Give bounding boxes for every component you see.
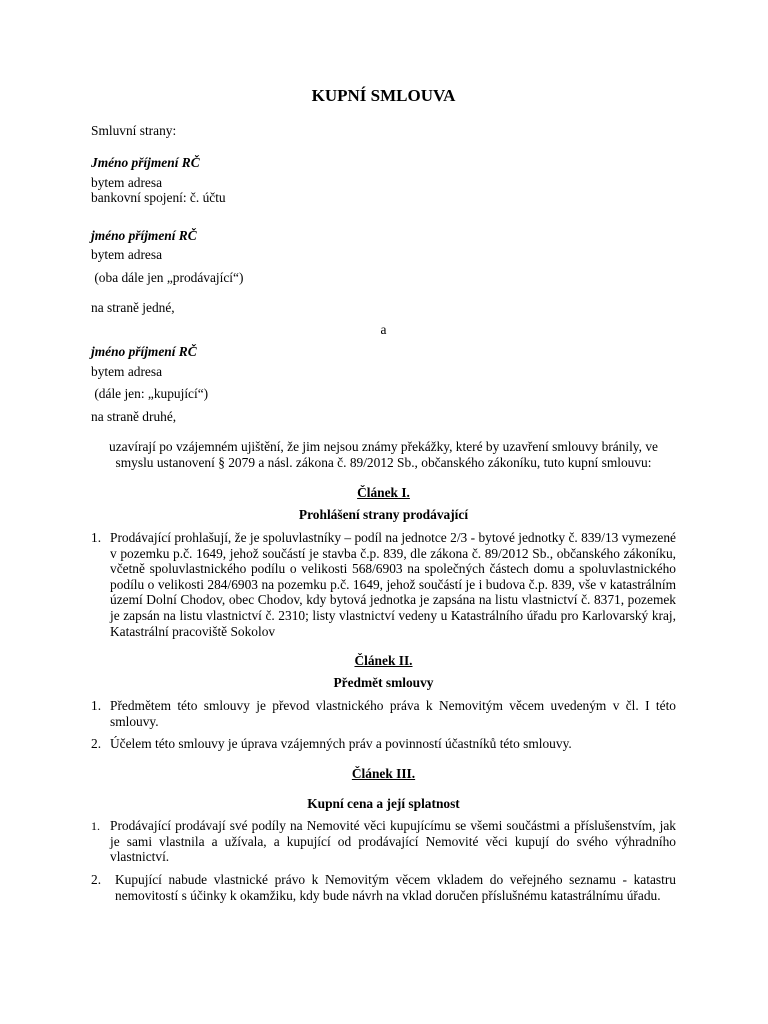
seller1-bank: bankovní spojení: č. účtu [91,190,226,205]
item-text: Předmětem této smlouvy je převod vlastnického práva k Nemovitým věcem uvedeným v čl. I této smlouvy. [110,698,676,729]
parties-label: Smluvní strany: [91,123,177,138]
item-number: 1. [91,819,100,833]
item-text: Kupující nabude vlastnické právo k Nemovitým věcem vkladem do veřejného seznamu - katastru nemovitostí s účinky k okamžiku, kdy bude návrh na vklad doručen příslušnému katastrálnímu úřadu. [115,872,676,903]
intro-paragraph: uzavírají po vzájemném ujištění, že jim nejsou známy překážky, které by uzavření smlouvy bránily, ve smyslu ustanovení § 2079 a násl. zákona č. 89/2012 Sb., občanského zákoníku, tuto kupní smlouvu: [109,439,658,470]
buyer-address: bytem adresa [91,364,163,379]
article-3-item [91,818,676,865]
item-text: Prodávající prohlašují, že je spoluvlastníky – podíl na jednotce 2/3 - bytové jednotky č. 839/13 vymezené v pozemku p.č. 1649, jehož součástí je stavba č.p. 839, dle zákona č. 89/2012 Sb., občanského zákoníku, včetně spoluvlastnického podílu o velikosti 568/6903 na společných částech domu a spoluvlastnického podílu o velikosti 284/6903 na pozemku p.č. 1649, jehož součástí je i budova č.p. 839, vše v katastrálním území Dolní Chodov, obec Chodov, kdy bytová jednotka je zapsána na listu vlastnictví č. 8371, pozemek je zapsán na listu vlastnictví č. 2310; listy vlastnictví vedeny u Katastrálního úřadu pro Karlovarský kraj, Katastrální pracoviště Sokolov [110,530,676,639]
article-2-heading: Předmět smlouvy [333,675,434,690]
document-title: KUPNÍ SMLOUVA [311,86,456,105]
side-one-label: na straně jedné, [91,300,175,315]
article-1-item [91,530,676,639]
article-3-number: Článek III. [351,766,416,781]
article-2-item [91,736,676,752]
side-two-label: na straně druhé, [91,409,177,424]
buyer-name: jméno příjmení RČ [91,344,197,359]
article-2-item [91,698,676,729]
item-number: 2. [91,736,102,751]
buyer-note: (dále jen: „kupující“) [91,386,209,401]
article-2-number: Článek II. [354,653,413,668]
article-1-heading: Prohlášení strany prodávající [298,507,469,522]
item-number: 1. [91,698,102,713]
seller2-address: bytem adresa [91,247,163,262]
item-number: 2. [91,872,102,887]
item-number: 1. [91,530,102,545]
article-3-heading: Kupní cena a její splatnost [307,796,460,811]
article-1-number: Článek I. [357,485,410,500]
seller2-name: jméno příjmení RČ [91,228,197,243]
article-3-item [91,872,676,903]
item-text: Prodávající prodávají své podíly na Nemovité věci kupujícímu se všemi součástmi a příslušenstvím, jak je sami vlastnila a užívala, a kupující od prodávající Nemovité věci kupují do svého výhradního vlastnictví. [110,818,676,865]
and-label: a [380,322,387,337]
seller1-name: Jméno příjmení RČ [91,155,200,170]
sellers-note: (oba dále jen „prodávající“) [91,270,244,285]
item-text: Účelem této smlouvy je úprava vzájemných práv a povinností účastníků této smlouvy. [110,736,572,751]
seller1-address: bytem adresa [91,175,163,190]
